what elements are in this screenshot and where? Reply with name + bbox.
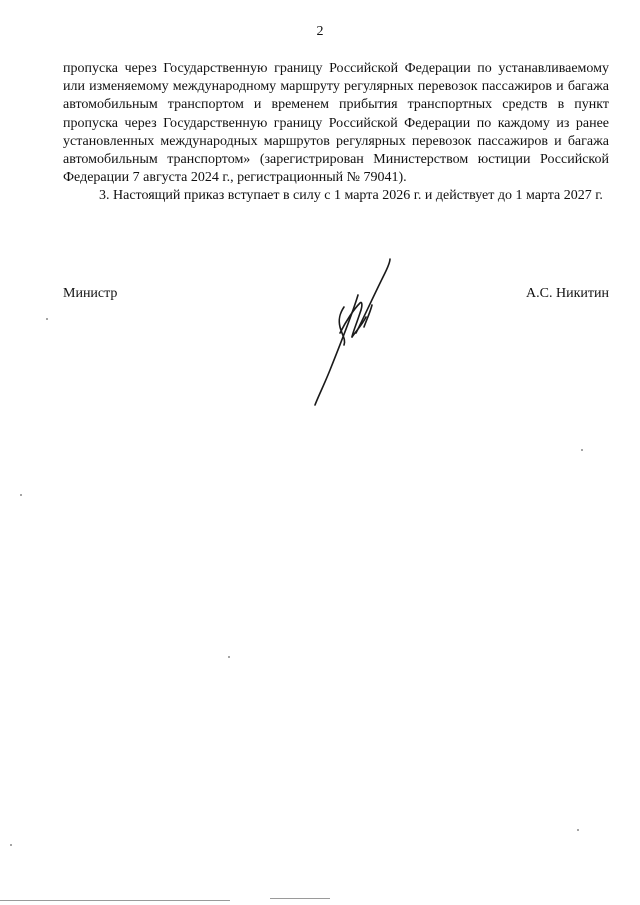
document-body	[63, 60, 609, 206]
scan-speck	[20, 494, 22, 496]
paragraph-continuation: пропуска через Государственную границу Российской Федерации по устанавливаемому или изменяемому международному маршруту регулярных перевозок пассажиров и багажа автомобильным транспортом и временем прибытия транспортных средств в пункт пропуска через Государственную границу Российской Федерации по каждому из ранее установленных международных маршрутов регулярных перевозок пассажиров и багажа автомобильным транспортом» (зарегистрирован Министерством юстиции Российской Федерации 7 августа 2024 г., регистрационный № 79041).	[63, 61, 609, 186]
scan-edge-line	[270, 898, 330, 899]
signatory-title: Министр	[63, 286, 118, 301]
scan-speck	[46, 318, 48, 320]
scan-edge-line	[0, 900, 230, 901]
scan-speck	[577, 829, 579, 831]
signatory-name: А.С. Никитин	[526, 286, 609, 301]
page-number: 2	[316, 24, 324, 39]
scan-speck	[228, 656, 230, 658]
paragraph-item-3: 3. Настоящий приказ вступает в силу с 1 марта 2026 г. и действует до 1 марта 2027 г.	[99, 188, 603, 204]
scan-speck	[10, 844, 12, 846]
handwritten-signature	[300, 255, 410, 415]
scan-speck	[581, 449, 583, 451]
